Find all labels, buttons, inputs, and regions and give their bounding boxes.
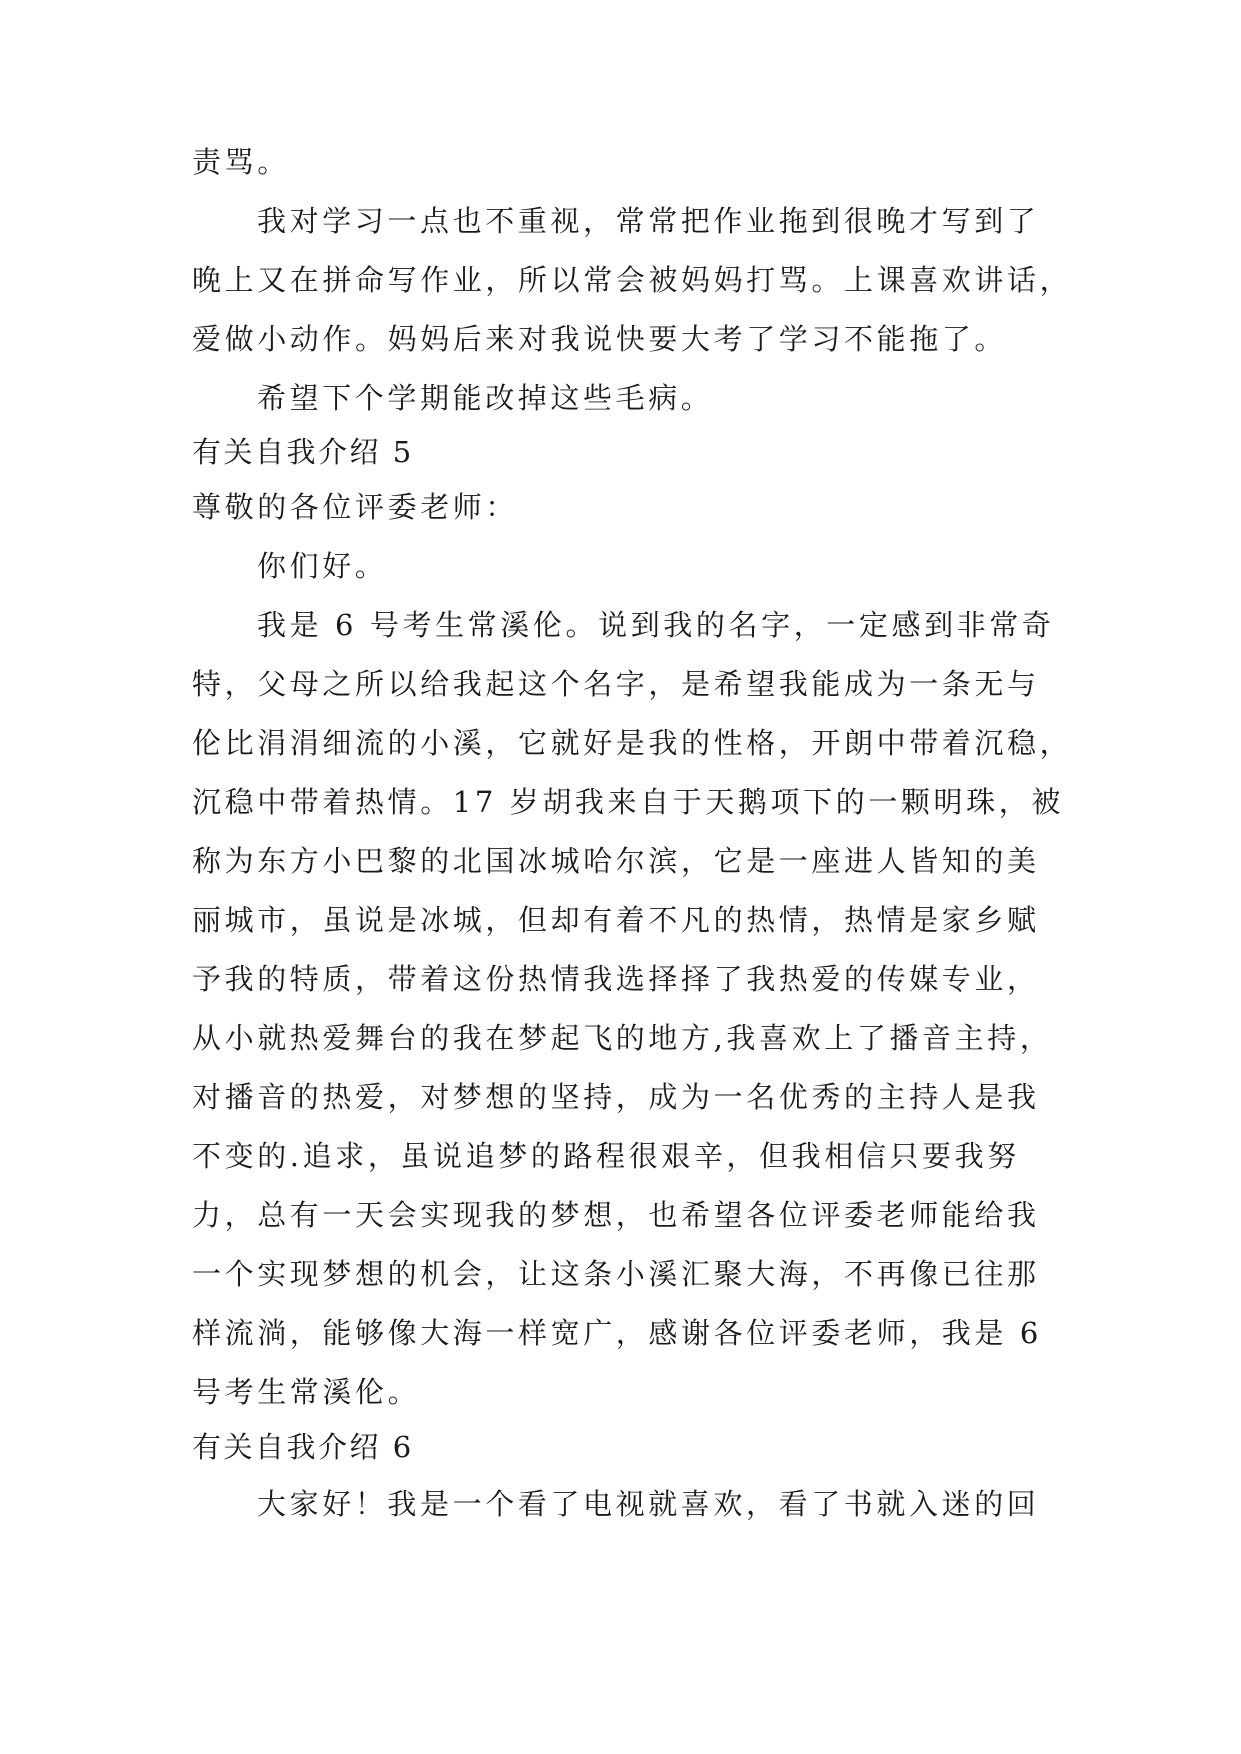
paragraph-line: 我对学习一点也不重视，常常把作业拖到很晚才写到了	[257, 204, 1040, 238]
paragraph-line: 晚上又在拼命写作业，所以常会被妈妈打骂。上课喜欢讲话，	[192, 263, 1073, 297]
paragraph-line: 号考生常溪伦。	[192, 1375, 421, 1409]
paragraph-line: 称为东方小巴黎的北国冰城哈尔滨，它是一座进人皆知的美	[192, 844, 1040, 878]
section-heading: 有关自我介绍 6	[192, 1430, 414, 1464]
paragraph-line: 大家好！我是一个看了电视就喜欢，看了书就入迷的回	[257, 1487, 1040, 1521]
paragraph-line: 不变的.追求，虽说追梦的路程很艰辛，但我相信只要我努	[192, 1139, 1020, 1173]
paragraph-line: 一个实现梦想的机会，让这条小溪汇聚大海，不再像已往那	[192, 1257, 1040, 1291]
paragraph-line: 对播音的热爱，对梦想的坚持，成为一名优秀的主持人是我	[192, 1080, 1040, 1114]
paragraph-line: 伦比涓涓细流的小溪，它就好是我的性格，开朗中带着沉稳，	[192, 726, 1073, 760]
paragraph-line: 丽城市，虽说是冰城，但却有着不凡的热情，热情是家乡赋	[192, 903, 1040, 937]
paragraph-line: 责骂。	[192, 145, 290, 179]
paragraph-line: 特，父母之所以给我起这个名字，是希望我能成为一条无与	[192, 667, 1040, 701]
paragraph-line: 希望下个学期能改掉这些毛病。	[257, 381, 714, 415]
salutation-line: 尊敬的各位评委老师：	[192, 490, 519, 524]
section-heading: 有关自我介绍 5	[192, 435, 414, 469]
paragraph-line: 你们好。	[257, 549, 388, 583]
paragraph-line: 样流淌，能够像大海一样宽广，感谢各位评委老师，我是 6	[192, 1316, 1042, 1350]
paragraph-line: 爱做小动作。妈妈后来对我说快要大考了学习不能拖了。	[192, 322, 1008, 356]
paragraph-line: 予我的特质，带着这份热情我选择择了我热爱的传媒专业，	[192, 962, 1040, 996]
paragraph-line: 从小就热爱舞台的我在梦起飞的地方,我喜欢上了播音主持，	[192, 1021, 1053, 1055]
paragraph-line: 力，总有一天会实现我的梦想，也希望各位评委老师能给我	[192, 1198, 1040, 1232]
paragraph-line: 我是 6 号考生常溪伦。说到我的名字，一定感到非常奇	[257, 608, 1055, 642]
paragraph-line: 沉稳中带着热情。17 岁胡我来自于天鹅项下的一颗明珠，被	[192, 785, 1064, 819]
